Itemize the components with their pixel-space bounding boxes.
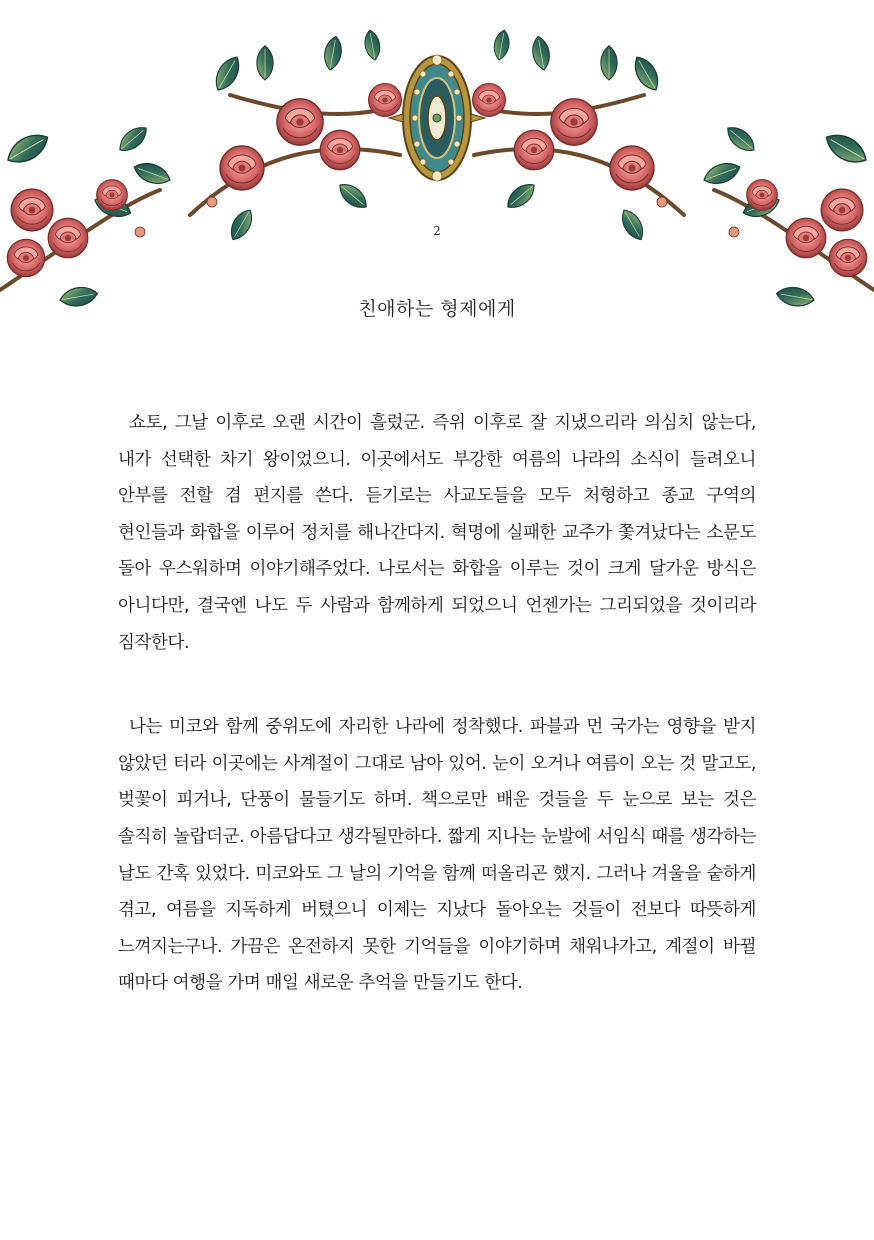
letter-title: 친애하는 형제에게 (358, 298, 516, 320)
paragraph: 나는 미코와 함께 중위도에 자리한 나라에 정착했다. 파블과 먼 국가는 영향을 받지 않았던 터라 이곳에는 사계절이 그대로 남아 있어. 눈이 오거나 여름이 오는 것 말고도, 벚꽃이 피거나, 단풍이 물들기도 하며. 책으로만 배운 것들을 두 눈으로 보는 것은 솔직히 놀랍더군. 아름답다고 생각될만하다. 짧게 지나는 눈발에 서임식 때를 생각하는 날도 간혹 있었다. 미코와도 그 날의 기억을 함께 떠올리곤 했지. 그러나 겨울을 숱하게 겪고, 여름을 지독하게 버텼으니 이제는 지났다 돌아오는 것들이 전보다 따뜻하게 느껴지는구나. 가끔은 온전하지 못한 기억들을 이야기하며 채워나가고, 계절이 바뀔 때마다 여행을 가며 매일 새로운 추억을 만들기도 한다. (118, 717, 756, 994)
letter-body (118, 405, 756, 1002)
rose-garland-icon (0, 0, 874, 330)
paragraph: 쇼토, 그날 이후로 오랜 시간이 흘렀군. 즉위 이후로 잘 지냈으리라 의심치 않는다, 내가 선택한 차기 왕이었으니. 이곳에서도 부강한 여름의 나라의 소식이 들려오니 안부를 전할 겸 편지를 쓴다. 듣기로는 사교도들을 모두 처형하고 종교 구역의 현인들과 화합을 이루어 정치를 해나간다지. 혁명에 실패한 교주가 쫓겨났다는 소문도 돌아 우스워하며 이야기해주었다. 나로서는 화합을 이루는 것이 크게 달가운 방식은 아니다만, 결국엔 나도 두 사람과 함께하게 되었으니 언젠가는 그리되었을 것이리라 짐작한다. (118, 413, 756, 653)
page-number: 2 (433, 224, 441, 238)
jeweled-medallion-icon (389, 55, 485, 181)
